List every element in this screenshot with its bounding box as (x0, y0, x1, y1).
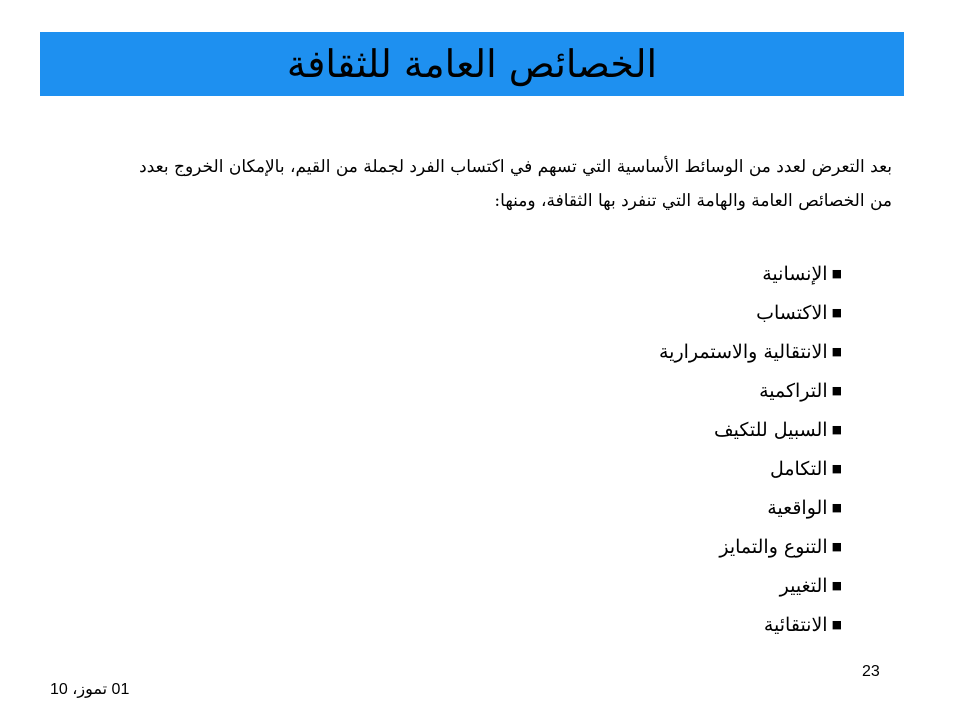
square-bullet-icon: ■ (831, 384, 842, 397)
list-item-label: التراكمية (759, 379, 828, 402)
list-item-label: الإنسانية (762, 262, 828, 285)
slide-title: الخصائص العامة للثقافة (286, 42, 658, 86)
title-bar (40, 32, 904, 96)
square-bullet-icon: ■ (831, 540, 842, 553)
list-item (440, 332, 842, 371)
list-item (440, 254, 842, 293)
list-item (440, 488, 842, 527)
list-item (440, 293, 842, 332)
square-bullet-icon: ■ (831, 618, 842, 631)
list-item-label: الاكتساب (756, 301, 828, 324)
list-item (440, 527, 842, 566)
intro-paragraph: بعد التعرض لعدد من الوسائط الأساسية التي تسهم في اكتساب الفرد لجملة من القيم، بالإمكان الخروج بعدد من الخصائص العامة والهامة التي تنفرد بها الثقافة، ومنها: (139, 157, 892, 211)
list-item (440, 566, 842, 605)
list-item-label: الواقعية (767, 496, 828, 519)
list-item (440, 410, 842, 449)
characteristics-list (440, 254, 842, 644)
list-item (440, 371, 842, 410)
square-bullet-icon: ■ (831, 462, 842, 475)
square-bullet-icon: ■ (831, 306, 842, 319)
list-item (440, 605, 842, 644)
list-item-label: السبيل للتكيف (713, 418, 828, 441)
square-bullet-icon: ■ (831, 345, 842, 358)
square-bullet-icon: ■ (831, 501, 842, 514)
list-item-label: الانتقائية (763, 613, 828, 636)
page-number: 23 (862, 663, 880, 680)
list-item-label: الانتقالية والاستمرارية (658, 340, 828, 363)
square-bullet-icon: ■ (831, 423, 842, 436)
list-item-label: التغيير (779, 574, 828, 597)
list-item (440, 449, 842, 488)
list-item-label: التكامل (769, 457, 828, 480)
list-item-label: التنوع والتمايز (719, 535, 828, 558)
date-footer: 01 تموز، 10 (50, 681, 130, 698)
square-bullet-icon: ■ (831, 579, 842, 592)
square-bullet-icon: ■ (831, 267, 842, 280)
